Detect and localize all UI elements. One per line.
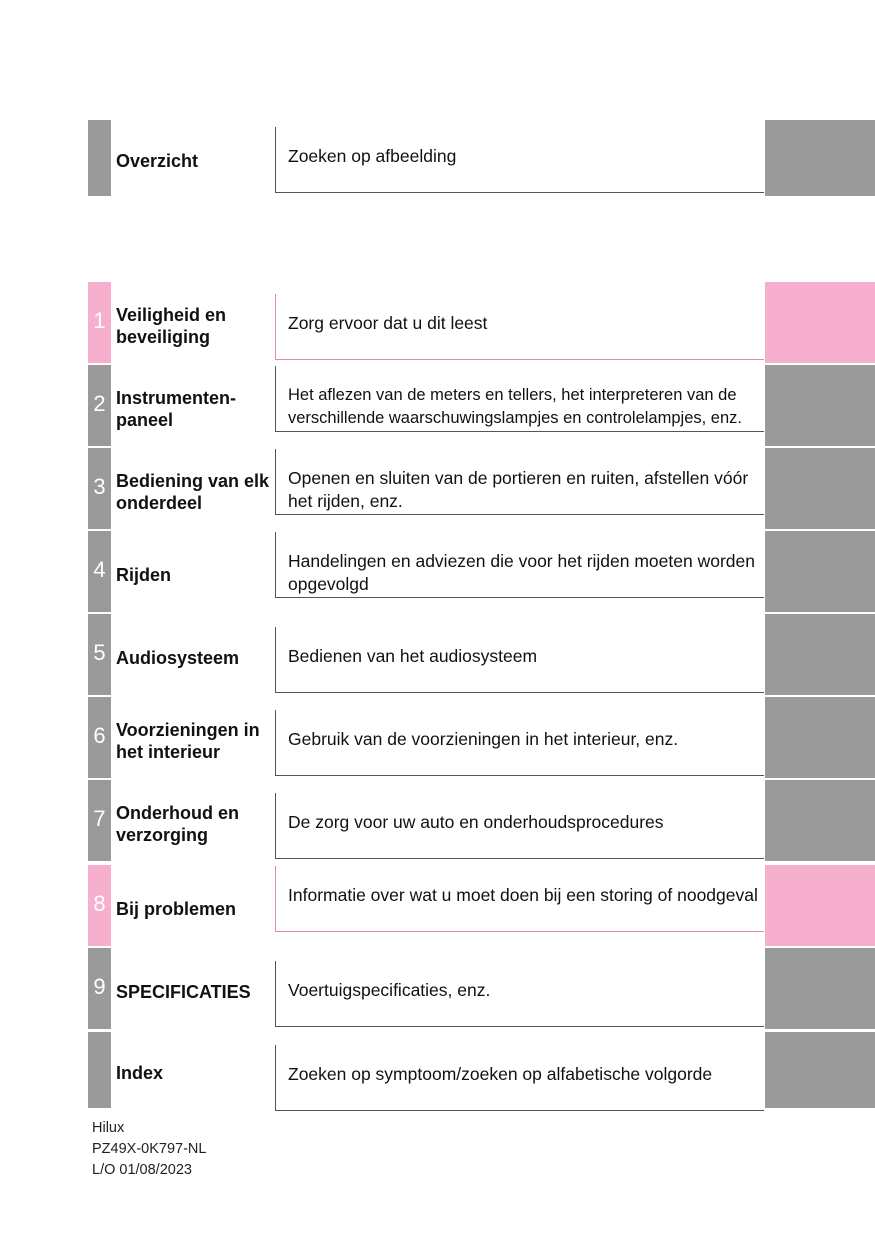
footer-date: L/O 01/08/2023 <box>92 1162 192 1178</box>
section-9-row[interactable] <box>0 948 875 1029</box>
section-7-right-tab[interactable] <box>765 780 875 861</box>
section-4-number: 4 <box>88 531 111 612</box>
section-7-row[interactable] <box>0 780 875 861</box>
section-6-title: Voorzieningen in het interieur <box>116 719 260 762</box>
section-2-row[interactable] <box>0 365 875 446</box>
index-right-tab[interactable] <box>765 1032 875 1108</box>
overview-row[interactable] <box>0 120 875 196</box>
section-2-title-text: Instrumenten-paneel <box>116 387 237 430</box>
section-6-description: Gebruik van de voorzieningen in het interieur, enz. <box>288 729 679 749</box>
index-title: Index <box>116 1063 164 1083</box>
section-3-title: Bediening van elk onderdeel <box>116 470 270 513</box>
section-9-title: SPECIFICATIES <box>116 981 251 1002</box>
index-description: Zoeken op symptoom/zoeken op alfabetische volgorde <box>288 1064 713 1084</box>
footer-code: PZ49X-0K797-NL <box>92 1141 207 1157</box>
section-3-description: Openen en sluiten van de portieren en ruiten, afstellen vóór het rijden, enz. <box>288 468 749 511</box>
footer-model: Hilux <box>92 1120 125 1136</box>
index-tab <box>88 1032 111 1108</box>
section-9-number: 9 <box>88 948 111 1029</box>
section-5-row[interactable] <box>0 614 875 695</box>
section-1-description: Zorg ervoor dat u dit leest <box>288 313 488 333</box>
section-1-row[interactable] <box>0 282 875 363</box>
overview-description: Zoeken op afbeelding <box>288 146 457 166</box>
section-8-description: Informatie over wat u moet doen bij een storing of noodgeval <box>288 885 758 905</box>
section-1-number: 1 <box>88 282 111 363</box>
section-6-right-tab[interactable] <box>765 697 875 778</box>
section-7-title: Onderhoud en verzorging <box>116 802 239 845</box>
section-2-description: Het aflezen van de meters en tellers, het interpreteren van de verschillende waarschuwingslampjes en controlelampjes, enz. <box>288 386 742 427</box>
section-4-row[interactable] <box>0 531 875 612</box>
overview-title: Overzicht <box>116 151 199 171</box>
section-8-title: Bij problemen <box>116 898 237 919</box>
section-4-description: Handelingen en adviezen die voor het rijden moeten worden opgevolgd <box>288 551 755 594</box>
section-4-right-tab[interactable] <box>765 531 875 612</box>
section-7-number: 7 <box>88 780 111 861</box>
section-8-row[interactable] <box>0 865 875 946</box>
section-2-right-tab[interactable] <box>765 365 875 446</box>
section-5-number: 5 <box>88 614 111 695</box>
footer <box>92 1118 206 1181</box>
section-3-right-tab[interactable] <box>765 448 875 529</box>
section-5-right-tab[interactable] <box>765 614 875 695</box>
overview-right-tab[interactable] <box>765 120 875 196</box>
section-7-description: De zorg voor uw auto en onderhoudsprocedures <box>288 812 664 832</box>
section-3-row[interactable] <box>0 448 875 529</box>
section-9-right-tab[interactable] <box>765 948 875 1029</box>
section-6-number: 6 <box>88 697 111 778</box>
section-5-title: Audiosysteem <box>116 647 240 668</box>
section-8-right-tab[interactable] <box>765 865 875 946</box>
index-row[interactable] <box>0 1032 875 1108</box>
section-2-title <box>116 365 274 446</box>
section-5-description: Bedienen van het audiosysteem <box>288 646 538 666</box>
section-2-number: 2 <box>88 365 111 446</box>
section-8-number: 8 <box>88 865 111 946</box>
section-1-right-tab[interactable] <box>765 282 875 363</box>
section-3-number: 3 <box>88 448 111 529</box>
section-6-row[interactable] <box>0 697 875 778</box>
overview-tab <box>88 120 111 196</box>
section-1-title: Veiligheid en beveiliging <box>116 304 227 347</box>
section-4-title: Rijden <box>116 564 172 585</box>
section-9-description: Voertuigspecificaties, enz. <box>288 980 491 1000</box>
